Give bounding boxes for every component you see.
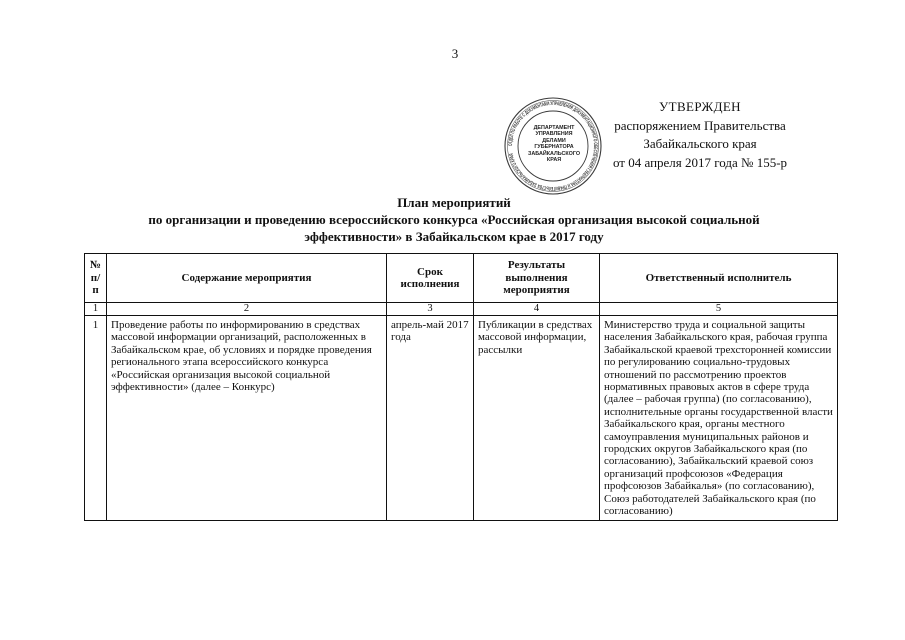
- title-line: План мероприятий: [397, 195, 511, 210]
- title-line: по организации и проведению всероссийского конкурса «Российская организация высокой социальной: [148, 212, 760, 227]
- column-number: 2: [107, 303, 387, 316]
- page-number: 3: [451, 46, 459, 61]
- header-cell-term: Срок исполнения: [387, 254, 474, 303]
- approval-line: распоряжением Правительства: [614, 117, 786, 133]
- approval-line: Забайкальского края: [643, 136, 757, 151]
- table-header-row: [85, 254, 838, 303]
- table-row: [85, 316, 838, 521]
- header-cell-number: № п/п: [85, 254, 107, 303]
- column-number: 4: [474, 303, 600, 316]
- row-number: 1: [85, 316, 107, 521]
- column-number: 5: [600, 303, 838, 316]
- column-number-row: [85, 303, 838, 316]
- title-line: эффективности» в Забайкальском крае в 2017 году: [304, 229, 604, 244]
- column-number: 1: [85, 303, 107, 316]
- row-content: Проведение работы по информированию в средствах массовой информации организаций, расположенных в Забайкальском крае, об условиях и порядке проведения регионального этапа всероссийского конкурса «Российская организация высокой социальной эффективности» (далее – Конкурс): [107, 316, 387, 521]
- stamp-line: КРАЯ: [546, 157, 562, 164]
- approval-line: от 04 апреля 2017 года № 155-р: [612, 154, 788, 170]
- stamp-line: ЗАБАЙКАЛЬСКОГО: [528, 150, 581, 157]
- header-cell-content: Содержание мероприятия: [107, 254, 387, 303]
- stamp-line: ДЕПАРТАМЕНТ: [533, 125, 575, 131]
- plan-title: [90, 194, 818, 245]
- row-executor: Министерство труда и социальной защиты населения Забайкальского края, рабочая группа Забайкальской краевой трехсторонней комиссии по регулированию социально-трудовых отношений по рассмотрению проектов нормативных правовых актов в сфере труда (далее – рабочая группа) (по согласованию), исполнительные органы государственной власти Забайкальского края, органы местного самоуправления муниципальных районов и городских округов Забайкальского края (по согласованию), Забайкальский краевой союз организаций профсоюзов «Федерация профсоюзов Забайкалья» (по согласованию), Союз работодателей Забайкальского края (по согласованию): [600, 316, 838, 521]
- header-cell-result: Результаты выполнения мероприятия: [474, 254, 600, 303]
- stamp-ring-text: ОТДЕЛ ПО РАБОТЕ С ДОКУМЕНТАМИ УПРАВЛЕНИЯ ДОКУМЕНТАЦИОННОГО ОБЕСПЕЧЕНИЯ ГУБЕРНАТОРА И ПРАВИТЕЛЬСТВА ЗАБАЙКАЛЬСКОГО КРАЯ: [507, 100, 599, 192]
- approval-block: [600, 98, 800, 172]
- column-number: 3: [387, 303, 474, 316]
- header-cell-executor: Ответственный исполнитель: [600, 254, 838, 303]
- stamp-line: ДЕЛАМИ: [542, 137, 566, 144]
- plan-table: [84, 253, 838, 521]
- department-stamp: [503, 96, 603, 196]
- stamp-line: УПРАВЛЕНИЯ: [535, 131, 573, 138]
- row-result: Публикации в средствах массовой информации, рассылки: [474, 316, 600, 521]
- approval-heading: УТВЕРЖДЕН: [659, 99, 741, 114]
- stamp-line: ГУБЕРНАТОРА: [534, 144, 574, 151]
- row-term: апрель-май 2017 года: [387, 316, 474, 521]
- stamp-center-text: [528, 125, 581, 164]
